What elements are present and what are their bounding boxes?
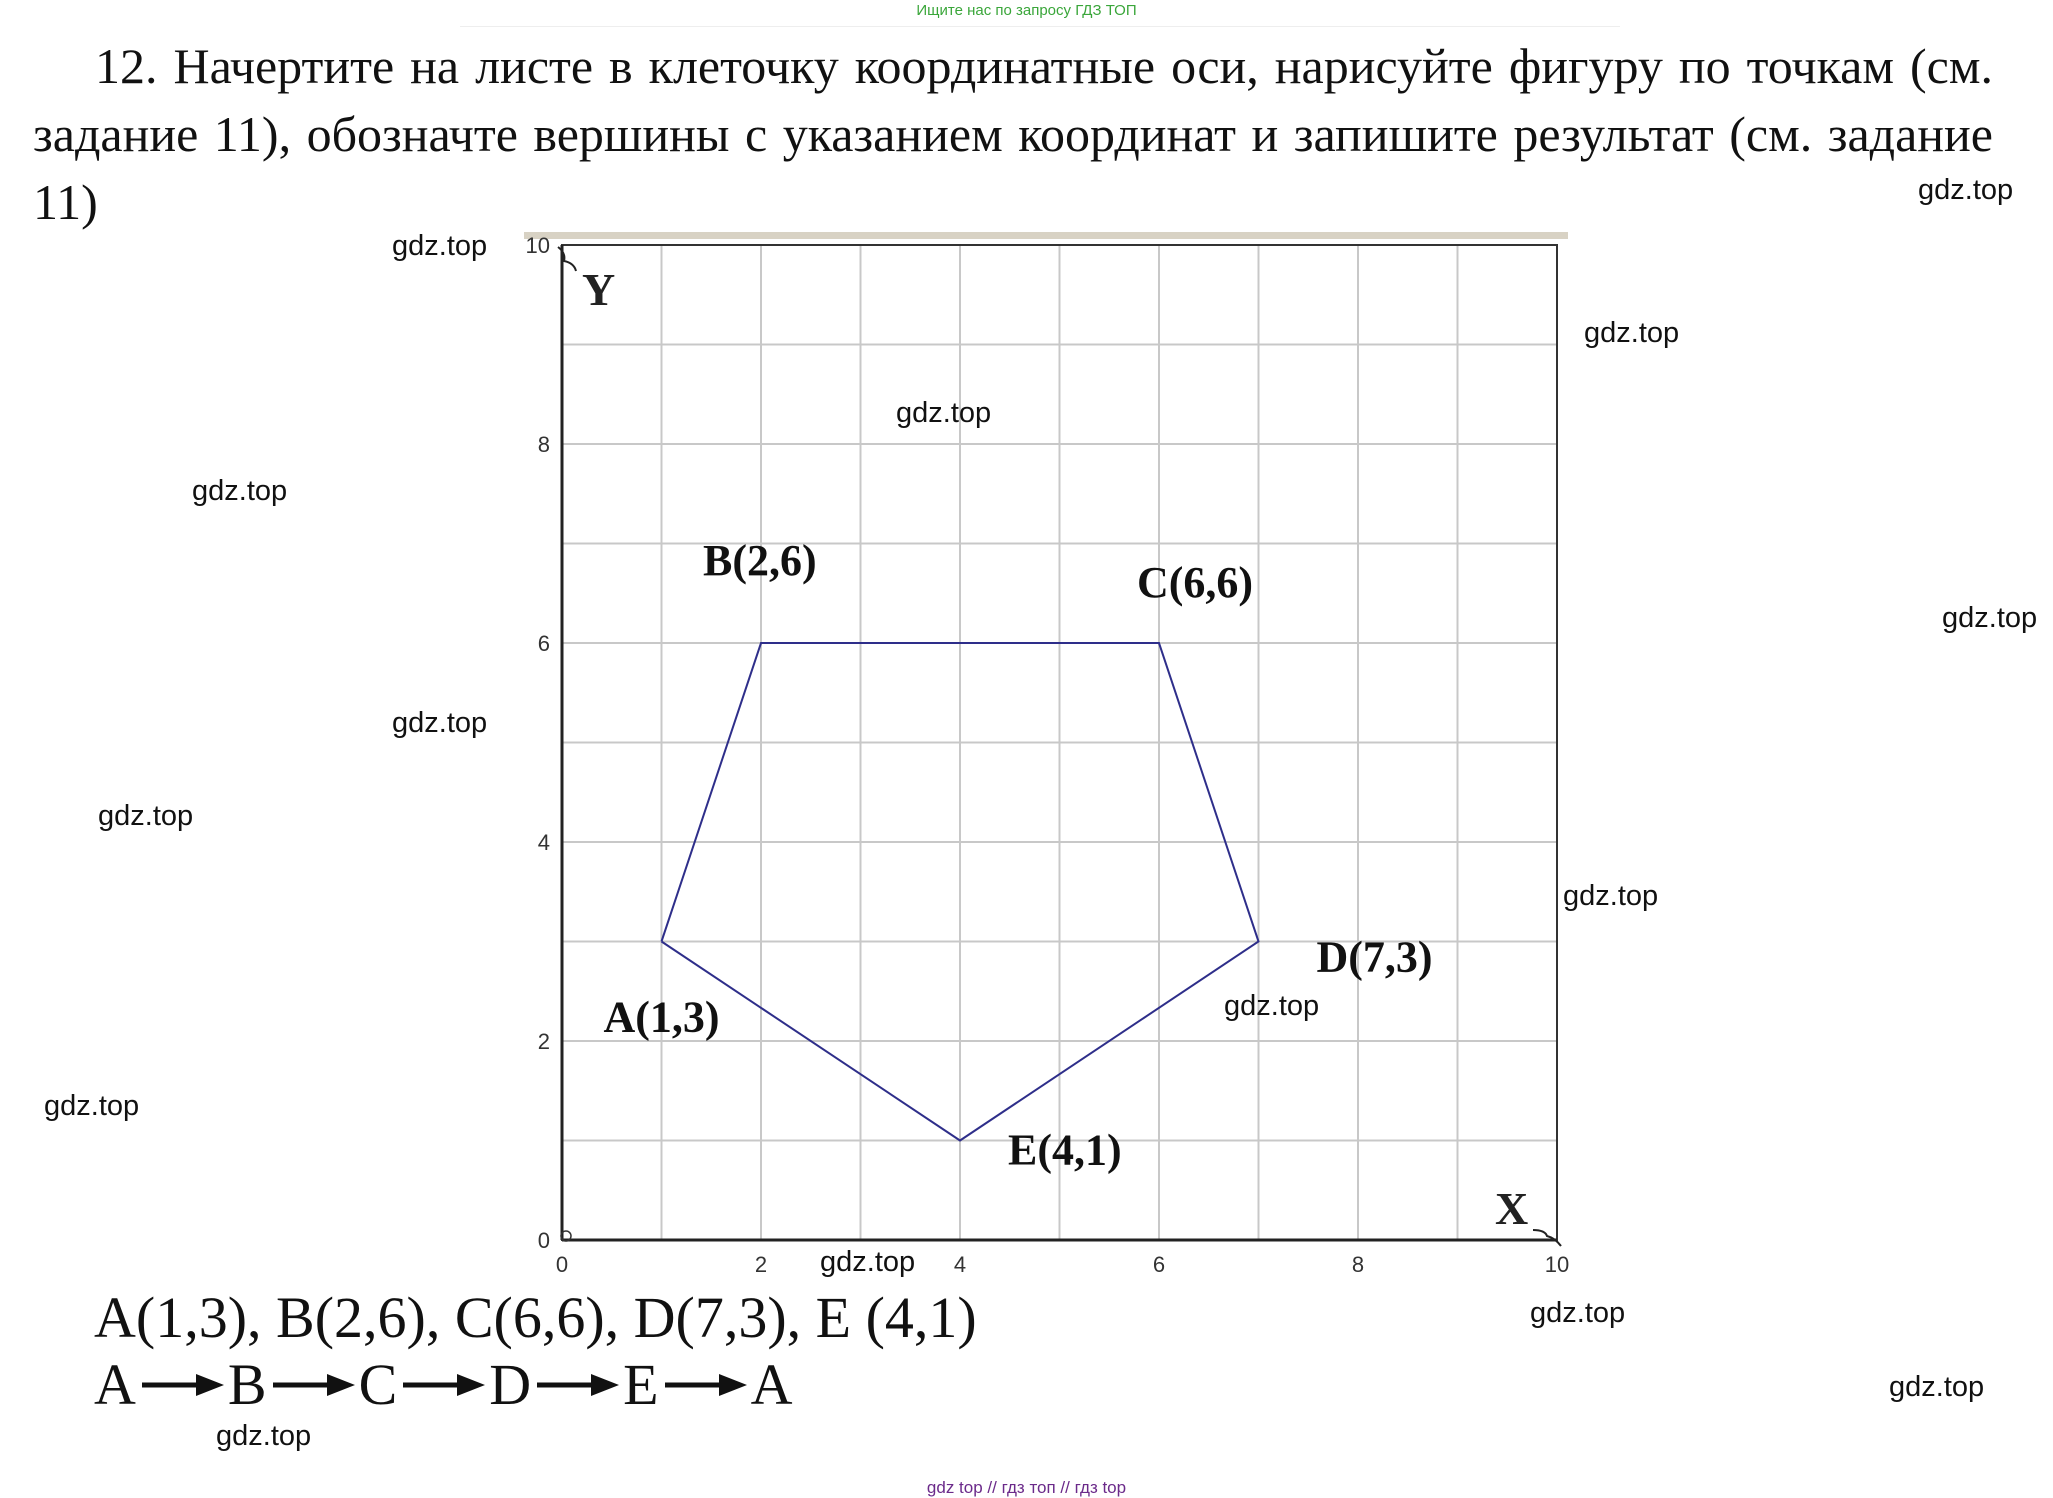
x-axis-label: X — [1495, 1183, 1529, 1234]
arrow-right-icon — [661, 1372, 749, 1398]
sequence-letter: A — [94, 1352, 136, 1417]
watermark: gdz.top — [1584, 317, 1680, 349]
sequence-letter: E — [623, 1352, 659, 1417]
y-tick-label: 4 — [537, 830, 550, 855]
sequence-letter: C — [358, 1352, 398, 1417]
y-tick-label: 8 — [537, 432, 550, 457]
x-tick-label: 10 — [1544, 1252, 1570, 1277]
watermark: gdz.top — [392, 230, 488, 262]
watermark: gdz.top — [1224, 990, 1320, 1022]
vertex-label-e: E(4,1) — [1008, 1125, 1122, 1175]
y-tick-label: 0 — [537, 1228, 550, 1253]
watermark: gdz.top — [1918, 174, 2014, 206]
divider — [460, 26, 1620, 27]
task-number: 12. — [95, 38, 158, 94]
watermark: gdz.top — [192, 475, 288, 507]
x-tick-label: 8 — [1351, 1252, 1365, 1277]
arrow-right-icon — [533, 1372, 621, 1398]
watermark: gdz.top — [820, 1246, 916, 1278]
watermark: gdz.top — [98, 800, 194, 832]
x-tick-label: 0 — [555, 1252, 569, 1277]
point-labels — [604, 536, 1433, 1175]
watermark: gdz.top — [216, 1420, 312, 1452]
x-tick-label: 4 — [953, 1252, 967, 1277]
watermark: gdz.top — [392, 707, 488, 739]
task-body: Начертите на листе в клеточку координатные оси, нарисуйте фигуру по точкам (см. задание 11), обозначте вершины с указанием координат и запишите результат (см. задание 11) — [33, 38, 1994, 230]
x-tick-label: 6 — [1152, 1252, 1166, 1277]
task-text — [33, 32, 1993, 236]
vertex-label-a: A(1,3) — [603, 992, 720, 1042]
top-banner: Ищите нас по запросу ГДЗ ТОП — [916, 2, 1137, 19]
vertex-label-c: C(6,6) — [1137, 558, 1254, 607]
watermark: gdz.top — [1563, 880, 1659, 912]
watermark: gdz.top — [1530, 1297, 1626, 1329]
y-tick-label: 6 — [537, 631, 550, 656]
y-axis-label: Y — [582, 264, 616, 315]
arrow-right-icon — [138, 1372, 226, 1398]
footer-links: gdz top // гдз топ // гдз top — [926, 1478, 1127, 1497]
watermark: gdz.top — [1889, 1371, 1985, 1403]
watermark: gdz.top — [896, 397, 992, 429]
coordinate-plot — [500, 230, 1600, 1290]
sequence-letter: D — [489, 1352, 532, 1417]
watermark: gdz.top — [44, 1090, 140, 1122]
tick-labels — [526, 233, 1570, 1277]
vertex-label-d: D(7,3) — [1316, 932, 1433, 982]
arrow-right-icon — [269, 1372, 357, 1398]
y-tick-label: 10 — [525, 233, 550, 258]
watermark: gdz.top — [1942, 602, 2038, 634]
answer-coordinates: A(1,3), B(2,6), C(6,6), D(7,3), E (4,1) — [94, 1285, 977, 1350]
y-tick-label: 2 — [537, 1029, 550, 1054]
vertex-label-b: B(2,6) — [703, 536, 817, 585]
answer-sequence — [94, 1352, 792, 1418]
sequence-letter: A — [750, 1352, 793, 1417]
x-tick-label: 2 — [754, 1252, 768, 1277]
sequence-letter: B — [227, 1352, 267, 1417]
grid-lines — [562, 245, 1557, 1240]
arrow-right-icon — [399, 1372, 487, 1398]
